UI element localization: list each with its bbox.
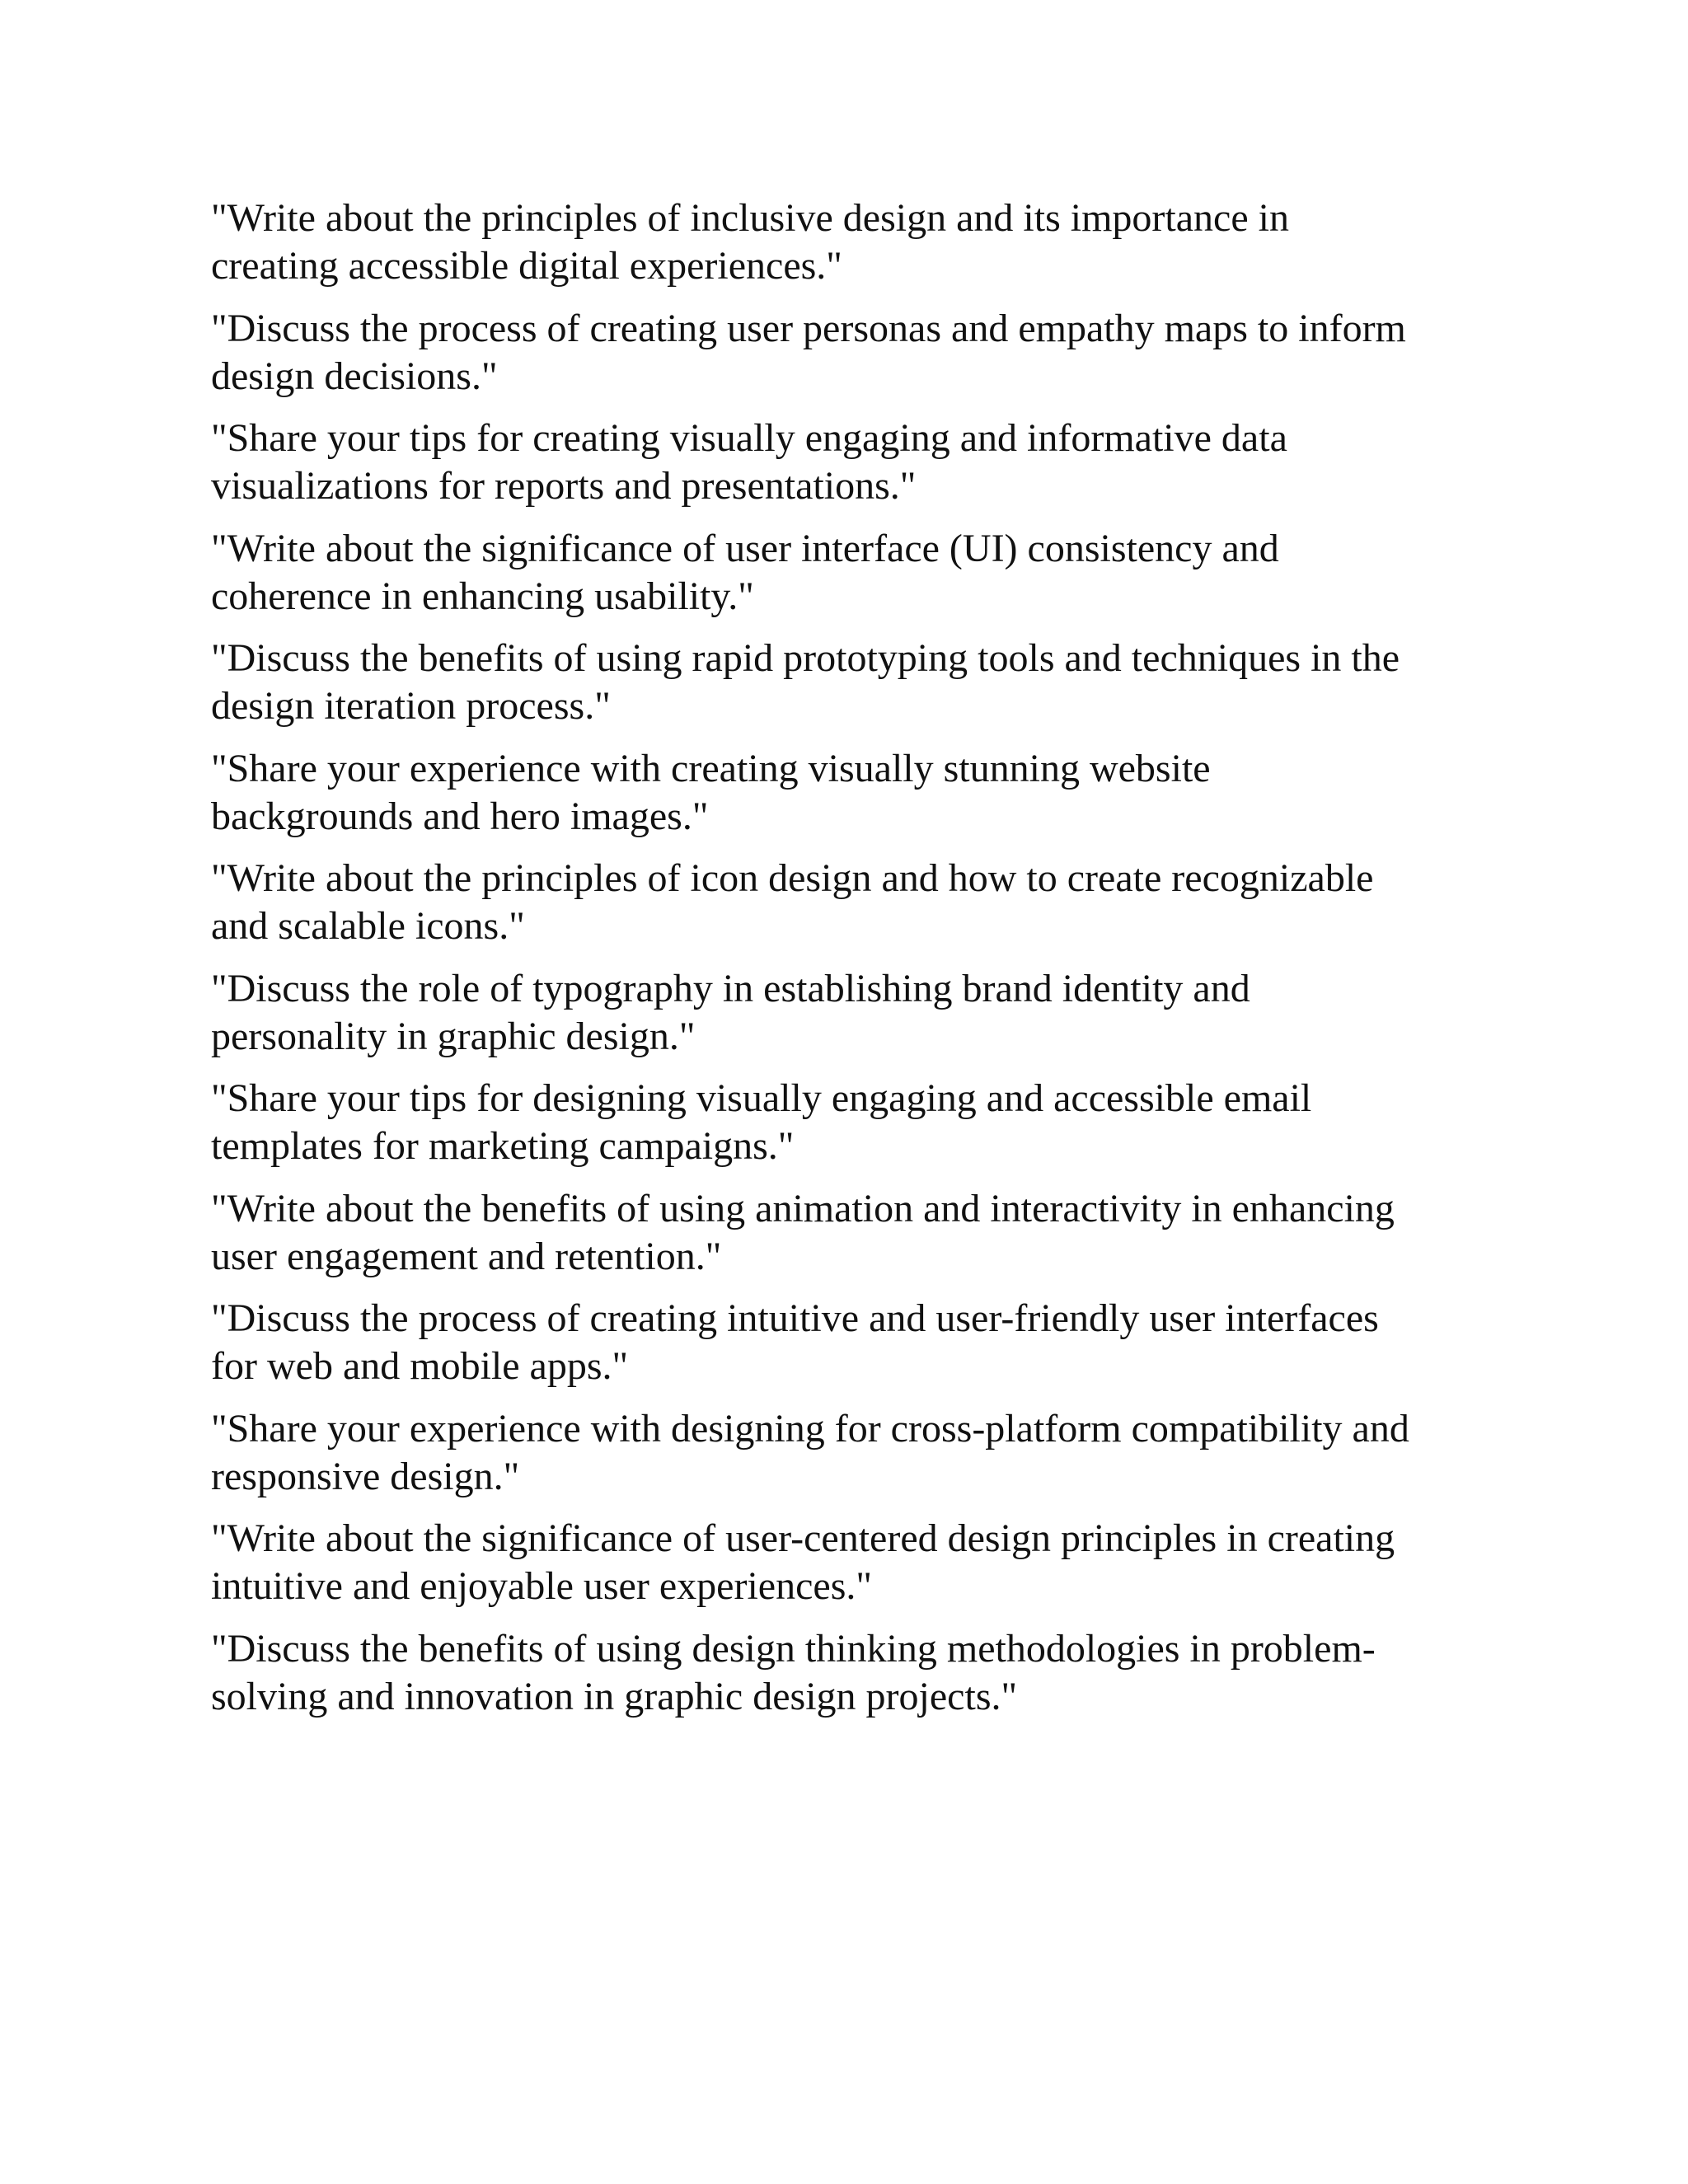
prompt-paragraph: "Share your tips for creating visually engaging and informative data visualizations for reports and presentations." — [211, 416, 1287, 508]
prompt-paragraph: "Write about the benefits of using animation and interactivity in enhancing user engagement and retention." — [211, 1186, 1395, 1278]
prompt-paragraph: "Write about the principles of inclusive design and its importance in creating accessible digital experiences." — [211, 196, 1289, 288]
prompt-paragraph: "Share your experience with creating visually stunning website backgrounds and hero images." — [211, 746, 1211, 838]
prompt-paragraph: "Share your tips for designing visually engaging and accessible email templates for marketing campaigns." — [211, 1076, 1312, 1168]
prompt-paragraph: "Write about the principles of icon design and how to create recognizable and scalable icons." — [211, 856, 1374, 948]
prompt-paragraph: "Write about the significance of user-centered design principles in creating intuitive and enjoyable user experiences." — [211, 1516, 1395, 1608]
prompt-paragraph: "Discuss the benefits of using design thinking methodologies in problem- solving and innovation in graphic design projects." — [211, 1626, 1376, 1718]
prompt-paragraph: "Discuss the process of creating user personas and empathy maps to inform design decisions." — [211, 306, 1406, 398]
prompt-paragraph: "Discuss the process of creating intuitive and user-friendly user interfaces for web and mobile apps." — [211, 1296, 1379, 1388]
prompt-paragraph: "Write about the significance of user interface (UI) consistency and coherence in enhancing usability." — [211, 526, 1279, 618]
prompt-paragraph: "Share your experience with designing for cross-platform compatibility and responsive design." — [211, 1406, 1409, 1498]
prompt-list — [211, 194, 1497, 1735]
prompt-paragraph: "Discuss the benefits of using rapid prototyping tools and techniques in the design iteration process." — [211, 636, 1400, 728]
prompt-paragraph: "Discuss the role of typography in establishing brand identity and personality in graphic design." — [211, 966, 1250, 1058]
